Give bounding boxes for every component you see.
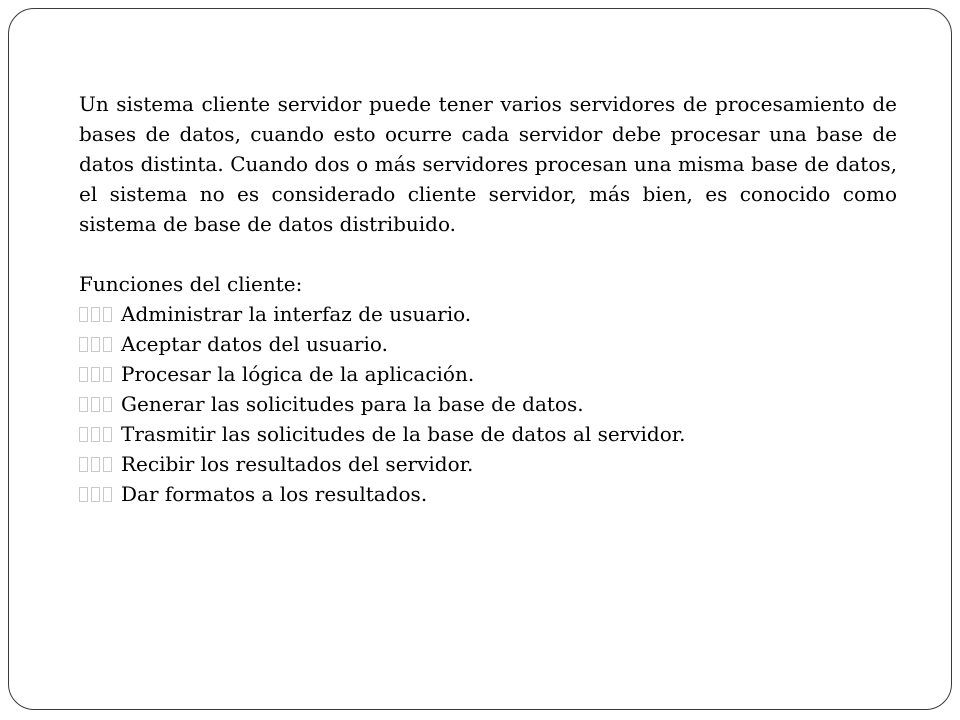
slide-frame bbox=[8, 8, 952, 710]
list-item bbox=[79, 359, 897, 389]
list-item-text: Trasmitir las solicitudes de la base de datos al servidor. bbox=[121, 422, 686, 446]
missing-glyph-boxes-icon bbox=[79, 425, 121, 443]
list-item-text: Dar formatos a los resultados. bbox=[121, 482, 428, 506]
missing-glyph-boxes-icon bbox=[79, 305, 121, 323]
list-item bbox=[79, 389, 897, 419]
list-item-text: Procesar la lógica de la aplicación. bbox=[121, 362, 475, 386]
list-item-text: Administrar la interfaz de usuario. bbox=[121, 302, 472, 326]
missing-glyph-boxes-icon bbox=[79, 365, 121, 383]
list-item-text: Recibir los resultados del servidor. bbox=[121, 452, 474, 476]
missing-glyph-boxes-icon bbox=[79, 485, 121, 503]
list-item bbox=[79, 329, 897, 359]
list-item bbox=[79, 419, 897, 449]
list-heading: Funciones del cliente: bbox=[79, 272, 303, 296]
list-item bbox=[79, 479, 897, 509]
intro-paragraph: Un sistema cliente servidor puede tener varios servidores de procesamiento de bases de datos, cuando esto ocurre cada servidor debe procesar una base de datos distinta. Cuando dos o más servidores procesan una misma base de datos, el sistema no es considerado cliente servidor, más bien, es conocido como sistema de base de datos distribuido. bbox=[79, 92, 897, 236]
missing-glyph-boxes-icon bbox=[79, 455, 121, 473]
functions-list bbox=[79, 299, 897, 509]
missing-glyph-boxes-icon bbox=[79, 335, 121, 353]
list-item-text: Generar las solicitudes para la base de datos. bbox=[121, 392, 584, 416]
missing-glyph-boxes-icon bbox=[79, 395, 121, 413]
slide-content bbox=[79, 89, 897, 509]
list-item bbox=[79, 449, 897, 479]
list-item bbox=[79, 299, 897, 329]
list-item-text: Aceptar datos del usuario. bbox=[121, 332, 388, 356]
